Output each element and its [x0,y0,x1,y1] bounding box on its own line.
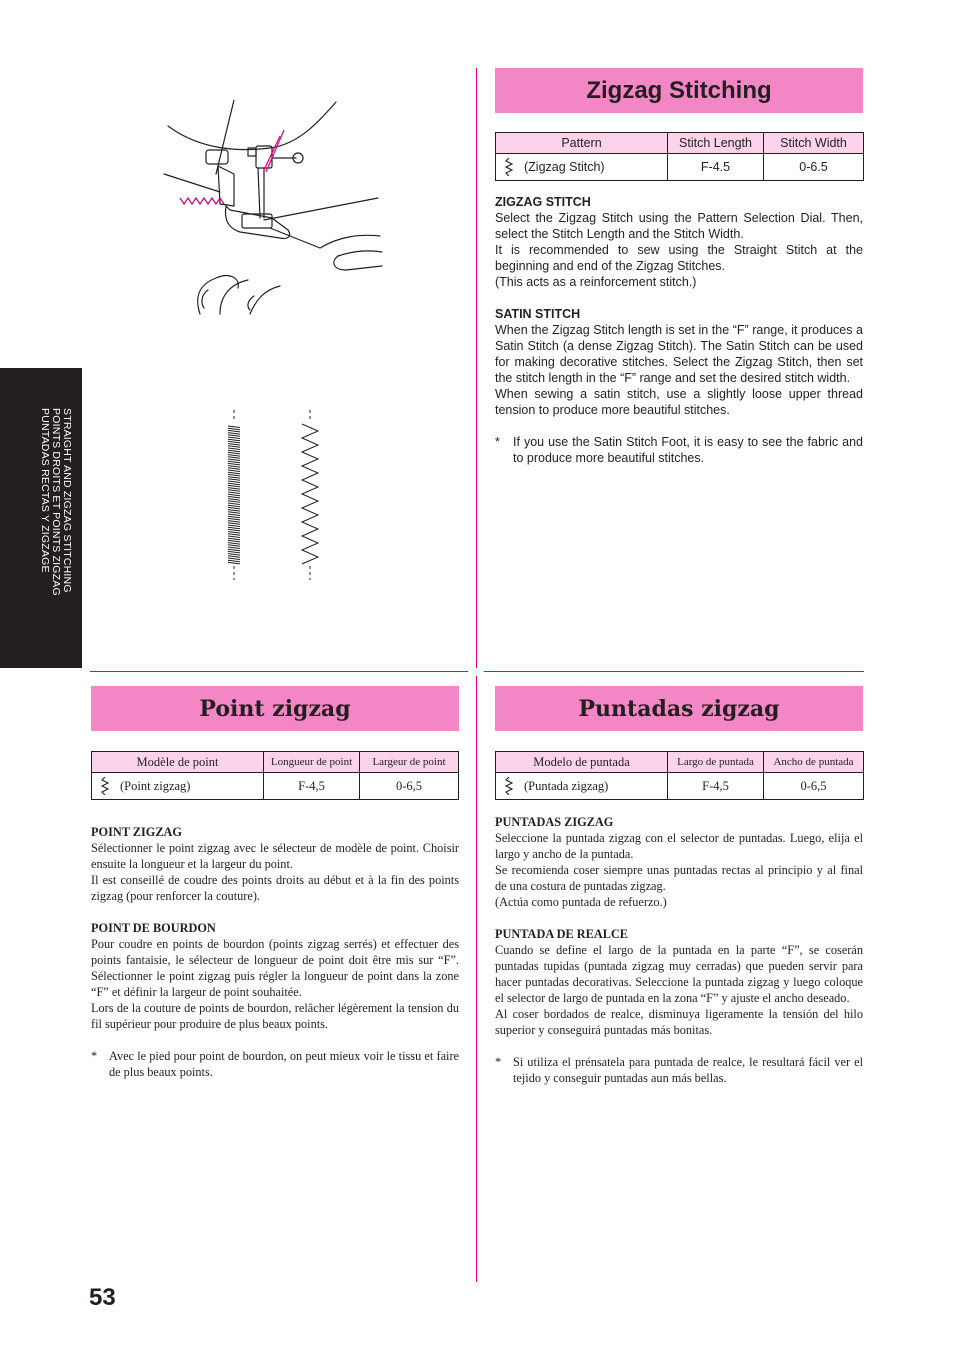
header-pattern: Modelo de puntada [496,752,668,773]
note-asterisk: * [91,1049,98,1063]
note [495,434,863,466]
divider-right [484,671,864,672]
side-tab-line-es: PUNTADAS RECTAS Y ZIGZAGE [39,408,51,573]
header-stitch-length: Largo de puntada [668,752,764,773]
paragraph: Pour coudre en points de bourdon (points zigzag serrés) et effectuer des points fantaisie, le sélecteur de longueur de point doit être mis sur “F”. Sélectionner le point zigzag puis régler la longueur de point dans la zone “F” et définir la largeur de point souhaitée. [91,937,459,999]
heading-satin-stitch: SATIN STITCH [495,307,581,321]
body-es [495,814,863,1086]
title-zigzag-stitching [495,68,863,113]
header-stitch-width: Largeur de point [360,752,459,773]
paragraph: Select the Zigzag Stitch using the Pattern Selection Dial. Then, select the Stitch Length and the Stitch Width. [495,211,863,241]
table-header-row [496,133,864,154]
title-text: Puntadas zigzag [578,695,780,722]
paragraph: Il est conseillé de coudre des points droits au début et à la fin des points zigzag (pour renforcer la couture). [91,873,459,903]
pattern-name: (Point zigzag) [120,779,191,793]
divider-left [90,671,468,672]
heading-point-zigzag: POINT ZIGZAG [91,825,182,839]
zigzag-stitch-icon [504,777,514,795]
paragraph: It is recommended to sew using the Straight Stitch at the beginning and end of the Zigzag Stitches. [495,243,863,273]
pattern-name: (Zigzag Stitch) [524,160,605,174]
stitch-length-value: F-4.5 [668,154,764,181]
table-row [92,773,459,800]
paragraph: Se recomienda coser siempre unas puntadas rectas al principio y al final de una costura de puntadas zigzag. [495,863,863,893]
note-asterisk: * [495,435,500,449]
zigzag-stitch-icon [100,777,110,795]
zigzag-stitch-icon [504,158,514,176]
paragraph: Seleccione la puntada zigzag con el selector de puntadas. Luego, elija el largo y ancho de la puntada. [495,831,863,861]
header-stitch-width: Stitch Width [764,133,864,154]
heading-point-de-bourdon: POINT DE BOURDON [91,921,216,935]
header-stitch-length: Stitch Length [668,133,764,154]
body-fr [91,824,459,1080]
table-header-row [496,752,864,773]
stitch-width-value: 0-6,5 [764,773,864,800]
title-text: Zigzag Stitching [586,76,772,104]
header-stitch-width: Ancho de puntada [764,752,864,773]
stitch-length-value: F-4,5 [264,773,360,800]
note-asterisk: * [495,1055,502,1069]
stitch-width-value: 0-6,5 [360,773,459,800]
stitch-table-es [495,751,864,800]
title-puntadas-zigzag [495,686,863,731]
body-en [495,194,863,466]
table-header-row [92,752,459,773]
title-point-zigzag [91,686,459,731]
paragraph: Sélectionner le point zigzag avec le sélecteur de modèle de point. Choisir ensuite la longueur et la largeur du point. [91,841,459,871]
sewing-machine-illustration [160,100,385,320]
heading-puntadas-zigzag: PUNTADAS ZIGZAG [495,815,614,829]
paragraph: (Actúa como puntada de refuerzo.) [495,895,667,909]
pattern-name: (Puntada zigzag) [524,779,609,793]
stitch-length-value: F-4,5 [668,773,764,800]
zigzag-stitch-sample [302,424,318,564]
side-tab-line-en: STRAIGHT AND ZIGZAG STITCHING [61,408,73,593]
stitch-table-fr [91,751,459,800]
header-pattern: Pattern [496,133,668,154]
satin-stitch-sample [228,426,240,564]
note [91,1048,459,1080]
stitch-table-en [495,132,864,181]
center-divider-top [476,68,477,668]
header-stitch-length: Longueur de point [264,752,360,773]
paragraph: Lors de la couture de points de bourdon, relâcher légèrement la tension du fil supérieur pour produire de plus beaux points. [91,1001,459,1031]
note [495,1054,863,1086]
table-row [496,154,864,181]
paragraph: When sewing a satin stitch, use a slightly loose upper thread tension to produce more beautiful stitches. [495,387,863,417]
center-divider-bottom [476,676,477,1282]
table-row [496,773,864,800]
page-number: 53 [89,1284,116,1311]
paragraph: Cuando se define el largo de la puntada en la parte “F”, se coserán puntadas tupidas (puntada zigzag muy cerradas) que pueden servir para hacer puntadas decorativas. Seleccione la puntada zigzag y luego coloque el selector de largo de puntada en la zona “F” y ajuste el ancho deseado. [495,943,863,1005]
header-pattern: Modèle de point [92,752,264,773]
note-text: If you use the Satin Stitch Foot, it is easy to see the fabric and to produce more beautiful stitches. [513,435,863,465]
side-tab-line-fr: POINTS DROITS ET POINTS ZIGZAG [50,408,62,596]
paragraph: When the Zigzag Stitch length is set in the “F” range, it produces a Satin Stitch (a dense Zigzag Stitch). The Satin Stitch can be used for making decorative stitches. Select the Zigzag Stitch, then set the stitch length in the “F” range and set the desired stitch width. [495,323,863,385]
title-text: Point zigzag [199,695,351,722]
paragraph: (This acts as a reinforcement stitch.) [495,275,697,289]
section-side-tab [0,368,82,668]
note-text: Avec le pied pour point de bourdon, on peut mieux voir le tissu et faire de plus beaux points. [109,1049,459,1079]
note-text: Si utiliza el prénsatela para puntada de realce, le resultará fácil ver el tejido y conseguir puntadas aun más bellas. [513,1055,863,1085]
paragraph: Al coser bordados de realce, disminuya ligeramente la tensión del hilo superior y conseguirá puntadas más bonitas. [495,1007,863,1037]
stitch-width-value: 0-6.5 [764,154,864,181]
heading-puntada-de-realce: PUNTADA DE REALCE [495,927,629,941]
heading-zigzag-stitch: ZIGZAG STITCH [495,195,591,209]
stitch-samples-illustration [222,408,322,583]
